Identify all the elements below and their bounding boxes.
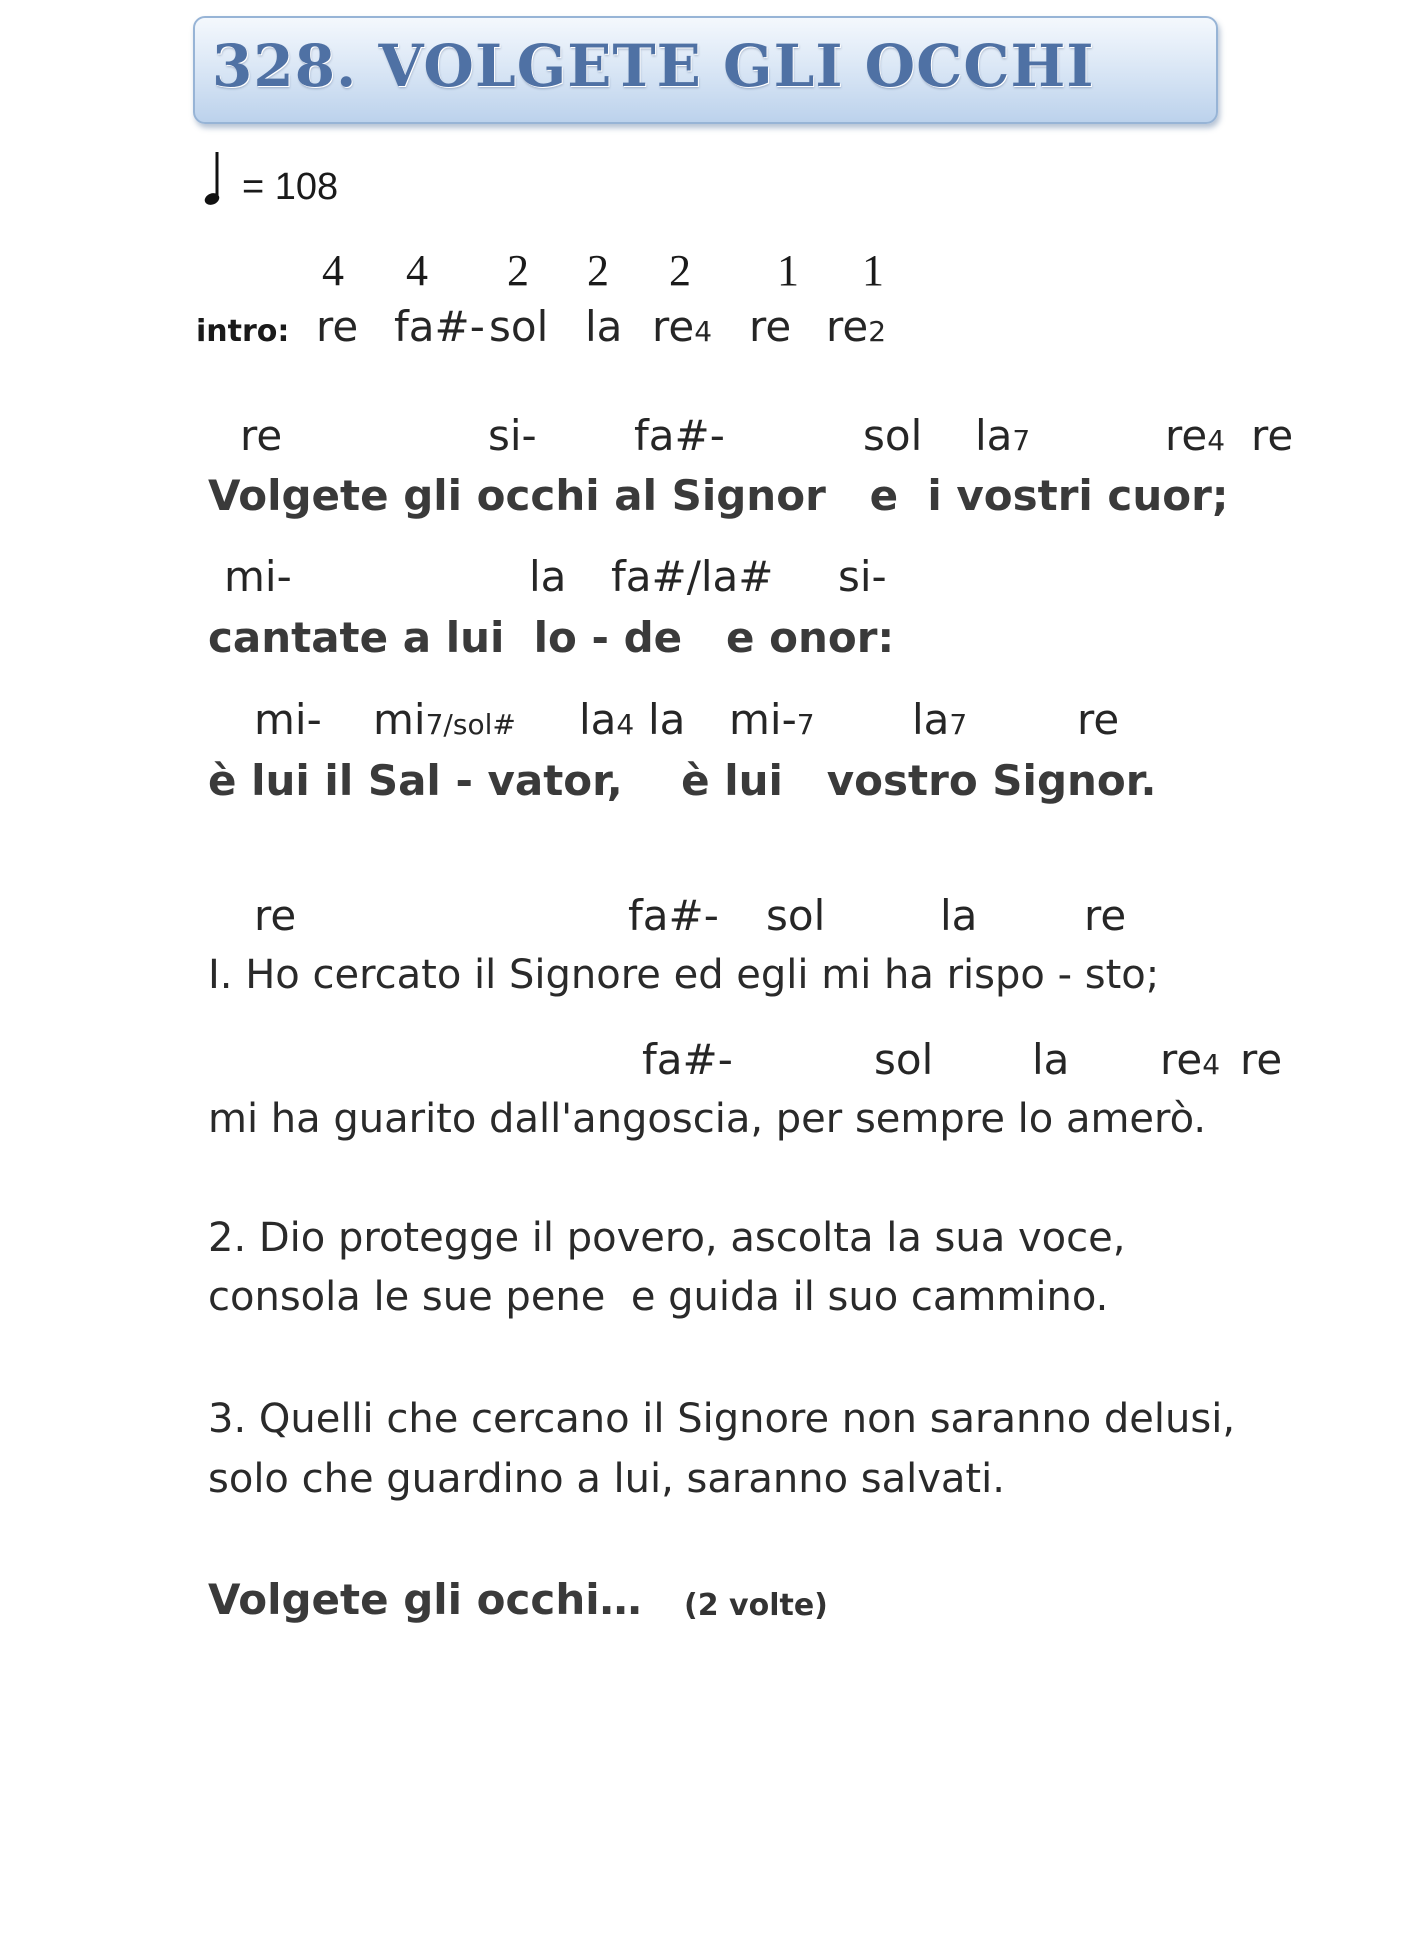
chord: fa#- [642,1035,733,1084]
chord: la [529,552,567,601]
chord: re2 [826,302,887,351]
lyric-line: I. Ho cercato il Signore ed egli mi ha rispo - sto; [208,952,1160,998]
chord: fa#- [634,411,725,460]
chord: sol [489,302,549,351]
intro-beat: 2 [507,246,529,295]
lyric-line: 3. Quelli che cercano il Signore non saranno delusi, [208,1396,1236,1442]
title-banner [193,16,1218,124]
chord: sol [766,891,826,940]
intro-beat: 1 [777,246,799,295]
chord: sol [874,1035,934,1084]
intro-label: intro: [196,314,290,349]
closing-refrain: Volgete gli occhi… [208,1575,642,1624]
chord: re [316,302,359,351]
intro-beat: 2 [587,246,609,295]
intro-beat: 2 [669,246,691,295]
chord: mi7/sol# [373,695,516,744]
chord: fa#- [394,302,485,351]
chord: la4 [579,695,635,744]
chord: re4 [652,302,713,351]
chord: la [940,891,978,940]
chord: la7 [975,411,1031,460]
chord: si- [488,411,537,460]
chord: mi-7 [729,695,815,744]
chord: la [648,695,686,744]
quarter-note-icon [204,150,234,208]
chord: re [1084,891,1127,940]
chord: re [1251,411,1294,460]
tempo-value: = 108 [242,166,339,208]
intro-beat: 4 [322,246,344,295]
chord: mi- [224,552,292,601]
repeat-note: (2 volte) [684,1588,828,1623]
chord: la [585,302,623,351]
lyric-line: è lui il Sal - vator, è lui vostro Signor. [208,756,1157,805]
lyric-line: Volgete gli occhi al Signor e i vostri cuor; [208,471,1229,520]
chord: re [749,302,792,351]
chord: re [1240,1035,1283,1084]
chord: re [1077,695,1120,744]
chord: si- [838,552,887,601]
chord: fa#/la# [611,552,774,601]
lyric-line: mi ha guarito dall'angoscia, per sempre lo amerò. [208,1096,1207,1142]
chord: mi- [254,695,322,744]
chord: re4 [1160,1035,1221,1084]
lyric-line: cantate a lui lo - de e onor: [208,613,895,662]
chord: re [254,891,297,940]
chord: re [240,411,283,460]
lyric-line: 2. Dio protegge il povero, ascolta la sua voce, [208,1215,1126,1261]
lyric-line: consola le sue pene e guida il suo cammino. [208,1274,1109,1320]
lyric-line: solo che guardino a lui, saranno salvati. [208,1456,1005,1502]
chord: la [1032,1035,1070,1084]
intro-beat: 4 [406,246,428,295]
page-title: 328. VOLGETE GLI OCCHI [212,32,1095,100]
chord: sol [863,411,923,460]
intro-beat: 1 [862,246,884,295]
chord: re4 [1165,411,1226,460]
chord: fa#- [628,891,719,940]
chord: la7 [912,695,968,744]
